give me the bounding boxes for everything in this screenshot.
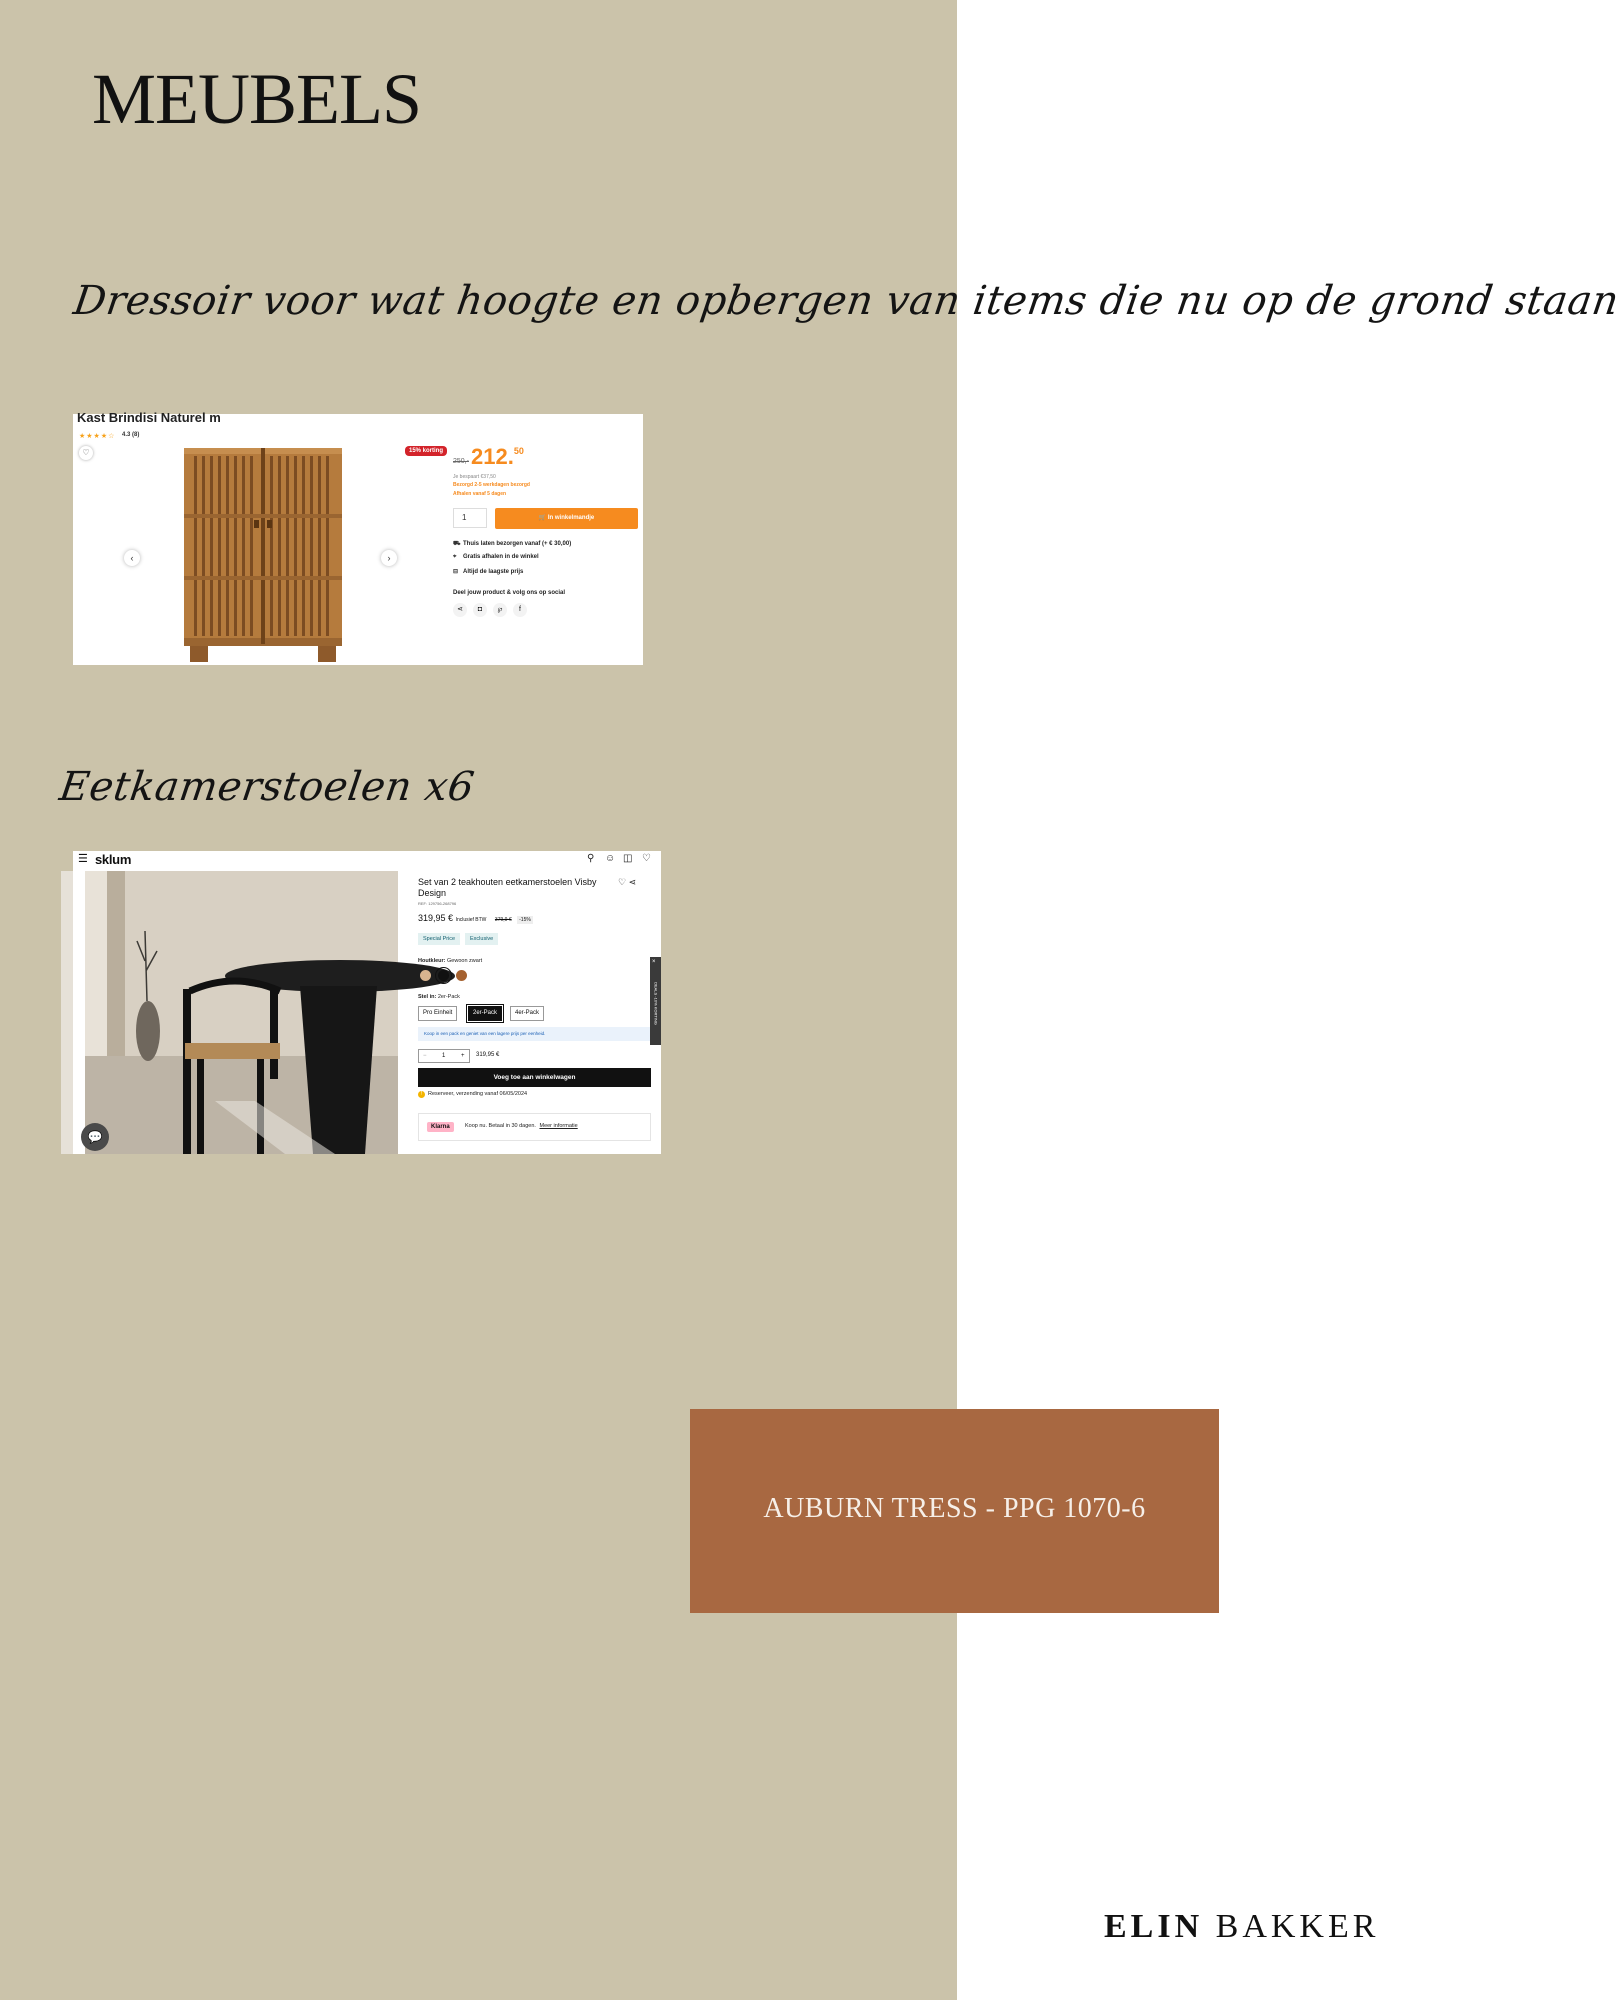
feature-pickup xyxy=(453,554,539,561)
klarna-more-link[interactable]: Meer informatie xyxy=(539,1123,578,1129)
page-title: MEUBELS xyxy=(92,59,422,139)
feature-lowest-price xyxy=(453,568,523,575)
price-tag-icon: ⊟ xyxy=(453,569,459,575)
option-2er-pack[interactable]: 2er-Pack xyxy=(468,1006,502,1021)
klarna-message: Koop nu. Betaal in 30 dagen. xyxy=(465,1123,536,1129)
swatch-natural[interactable] xyxy=(420,970,431,981)
chat-bubble-icon[interactable]: 💬 xyxy=(81,1123,109,1151)
facebook-icon[interactable]: f xyxy=(513,603,527,617)
heading-eetkamerstoelen: Eetkamerstoelen x6 xyxy=(56,764,478,810)
deals-side-tab-label: DEALS -10% KORTING xyxy=(653,982,659,1025)
shipping-text: Reserveer, verzending vanaf 06/05/2024 xyxy=(428,1091,528,1097)
klarna-logo: Klarna xyxy=(427,1122,454,1132)
hamburger-menu-icon[interactable]: ☰ xyxy=(78,853,88,865)
site-logo[interactable]: sklum xyxy=(95,852,132,867)
share-icon[interactable]: ⋖ xyxy=(628,877,637,887)
quantity-stepper[interactable] xyxy=(418,1049,470,1063)
carousel-prev-icon[interactable]: ‹ xyxy=(124,550,140,566)
decrease-icon[interactable]: − xyxy=(423,1053,427,1059)
deals-side-tab[interactable] xyxy=(650,957,661,1045)
wood-color-key: Houtkleur: xyxy=(418,958,446,964)
photo-left-edge xyxy=(61,871,73,1154)
heading-dressoir: Dressoir voor wat hoogte en opbergen van items die nu op de grond staan xyxy=(70,278,1622,324)
search-icon[interactable]: ⚲ xyxy=(587,853,595,864)
cabinet-product-screenshot xyxy=(73,410,643,665)
pinterest-icon[interactable]: ℘ xyxy=(493,603,507,617)
shipping-note xyxy=(418,1091,527,1098)
price: 319,95 € xyxy=(418,913,454,923)
warning-icon: ! xyxy=(418,1091,425,1098)
rating-value: 4.3 (8) xyxy=(122,432,140,438)
brand-last-name: BAKKER xyxy=(1215,1908,1380,1945)
discount-badge: 15% korting xyxy=(405,446,447,456)
old-price: 250,- xyxy=(453,458,469,465)
add-to-cart-button[interactable]: Voeg toe aan winkelwagen xyxy=(418,1068,651,1087)
tag-exclusive: Exclusive xyxy=(465,933,498,945)
product-actions xyxy=(618,877,636,888)
add-to-cart-button[interactable]: 🛒 In winkelmandje xyxy=(495,508,638,529)
set-label xyxy=(418,994,460,1000)
wishlist-heart-icon[interactable]: ♡ xyxy=(618,877,627,887)
swatch-brown[interactable] xyxy=(456,970,467,981)
tag-special-price: Special Price xyxy=(418,933,460,945)
feature-lowest-price-label: Altijd de laagste prijs xyxy=(463,569,524,575)
option-pro-einheit[interactable]: Pro Einheit xyxy=(418,1006,457,1021)
feature-pickup-label: Gratis afhalen in de winkel xyxy=(463,554,539,560)
delivery-note: Bezorgd 2-5 werkdagen bezorgd xyxy=(453,482,530,488)
brand-first-name: ELIN xyxy=(1104,1908,1204,1945)
chairs-product-screenshot xyxy=(73,851,661,1154)
product-title: Set van 2 teakhouten eetkamerstoelen Visby Design xyxy=(418,877,597,898)
klarna-box xyxy=(418,1113,651,1141)
chair-photo xyxy=(85,871,398,1154)
location-pin-icon: ⌖ xyxy=(453,554,457,560)
chair-scene-image xyxy=(85,871,398,1154)
brand-name xyxy=(1104,1908,1379,1946)
increase-icon[interactable]: + xyxy=(461,1053,465,1059)
share-label: Deel jouw product & volg ons op social xyxy=(453,590,566,596)
pickup-note: Afhalen vanaf 5 dagen xyxy=(453,491,507,497)
rating-stars: ★★★★☆ xyxy=(79,433,116,440)
site-header xyxy=(73,851,661,869)
subtotal: 319,95 € xyxy=(476,1052,500,1058)
wood-color-label xyxy=(418,958,482,964)
cabinet-image xyxy=(178,448,348,662)
feature-delivery-label: Thuis laten bezorgen vanaf (+ € 30,00) xyxy=(463,541,572,547)
klarna-text xyxy=(465,1123,578,1129)
wishlist-heart-icon[interactable]: ♡ xyxy=(79,446,93,460)
feature-delivery xyxy=(453,540,571,548)
discount-badge: -15% xyxy=(519,917,531,923)
wood-color-value: Gewoon zwart xyxy=(447,958,483,964)
carousel-next-icon[interactable]: › xyxy=(381,550,397,566)
price-row xyxy=(418,913,533,924)
pack-info: Koop in een pack en geniet van een lagere prijs per eenheid. xyxy=(418,1027,651,1041)
paint-color-swatch xyxy=(690,1409,1219,1613)
quantity-value: 1 xyxy=(442,1053,446,1059)
price xyxy=(471,444,524,470)
heart-icon[interactable]: ♡ xyxy=(642,853,651,864)
old-price: 379,9 € xyxy=(494,917,512,923)
price-vat: Inclusief BTW xyxy=(455,917,487,923)
price-note: Je bespaart €37,50 xyxy=(453,474,496,480)
paint-color-label: AUBURN TRESS - PPG 1070-6 xyxy=(763,1493,1146,1524)
price-cents: 50 xyxy=(513,446,524,456)
product-title: Kast Brindisi Naturel m xyxy=(77,410,221,425)
truck-icon: ⛟ xyxy=(453,541,461,547)
cart-icon[interactable]: ◫ xyxy=(623,853,633,864)
instagram-icon[interactable]: ◘ xyxy=(473,603,487,617)
set-value: 2er-Pack xyxy=(437,994,460,1000)
share-icon[interactable]: ⋖ xyxy=(453,603,467,617)
user-icon[interactable]: ☺ xyxy=(605,853,616,864)
swatch-black[interactable] xyxy=(438,970,449,981)
quantity-input[interactable]: 1 xyxy=(453,508,487,528)
set-key: Stel in: xyxy=(418,994,437,1000)
price-whole: 212. xyxy=(471,444,514,469)
option-4er-pack[interactable]: 4er-Pack xyxy=(510,1006,544,1021)
product-ref: REF: 129756-268796 xyxy=(418,901,457,906)
close-icon[interactable]: × xyxy=(652,959,656,965)
